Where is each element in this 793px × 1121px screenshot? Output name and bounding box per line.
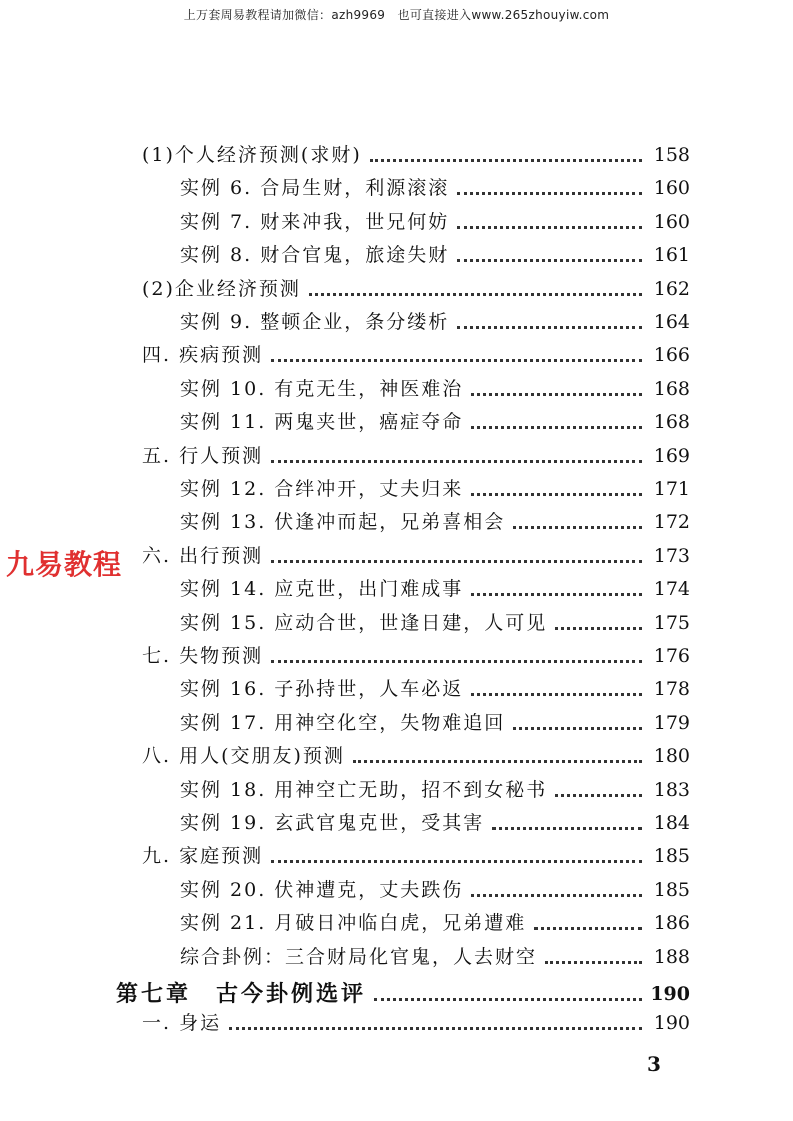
toc-entry-label: 实例 16. 子孙持世，人车必返 <box>180 678 464 701</box>
toc-entry <box>180 775 690 805</box>
toc-entry-page: 164 <box>653 311 690 333</box>
toc-entry <box>180 507 690 537</box>
toc-entry-label: 综合卦例：三合财局化官鬼，人去财空 <box>180 945 538 968</box>
toc-leader-dots <box>471 426 642 429</box>
toc-entry <box>142 140 690 170</box>
toc-entry-page: 188 <box>653 945 690 968</box>
toc-leader-dots <box>457 192 642 195</box>
page-number: 3 <box>647 1052 661 1076</box>
toc-leader-dots <box>374 998 642 1001</box>
toc-entry-page: 176 <box>653 645 690 667</box>
toc-entry-page: 186 <box>653 912 690 935</box>
toc-leader-dots <box>309 293 642 296</box>
toc-leader-dots <box>513 727 642 730</box>
toc-entry-label: 实例 7. 财来冲我，世兄何妨 <box>180 210 450 233</box>
toc-entry <box>180 207 690 237</box>
toc-entry-page: 173 <box>653 544 690 567</box>
toc-entry <box>142 274 690 304</box>
toc-entry <box>180 474 690 504</box>
toc-entry-page: 178 <box>653 678 690 701</box>
toc-entry-page: 180 <box>653 745 690 768</box>
toc-entry-label: 实例 17. 用神空化空，失物难追回 <box>180 711 506 734</box>
toc-entry <box>180 240 690 270</box>
toc-entry-page: 190 <box>650 983 690 1005</box>
toc-leader-dots <box>492 827 642 830</box>
toc-entry <box>142 541 690 571</box>
toc-leader-dots <box>471 493 642 496</box>
toc-entry-page: 168 <box>653 377 690 400</box>
toc-entry <box>180 942 690 972</box>
toc-entry-page: 168 <box>653 411 690 434</box>
toc-leader-dots <box>229 1027 642 1030</box>
toc-leader-dots <box>457 259 642 262</box>
toc-entry <box>142 841 690 871</box>
toc-entry <box>180 307 690 337</box>
toc-entry-label: 实例 14. 应克世，出门难成事 <box>180 578 464 601</box>
toc-leader-dots <box>271 660 642 663</box>
toc-entry-label: 五. 行人预测 <box>142 444 264 467</box>
toc-entry-page: 162 <box>653 277 690 300</box>
toc-leader-dots <box>457 226 642 229</box>
toc-entry-page: 169 <box>653 444 690 467</box>
toc-entry-label: 八. 用人(交朋友)预测 <box>142 745 345 768</box>
toc-entry-label: 一. 身运 <box>142 1012 222 1035</box>
toc-entry-label: (2)企业经济预测 <box>142 277 301 300</box>
toc-chapter-entry <box>116 979 690 1009</box>
toc-leader-dots <box>471 894 642 897</box>
toc-entry-label: 实例 9. 整顿企业，条分缕析 <box>180 311 450 333</box>
toc-leader-dots <box>370 159 642 162</box>
watermark-logo: 九易教程 <box>6 548 123 581</box>
toc-leader-dots <box>534 927 642 930</box>
toc-entry-page: 158 <box>653 144 690 166</box>
toc-entry-label: 实例 20. 伏神遭克，丈夫跌伤 <box>180 878 464 901</box>
toc-entry-label: 第七章 古今卦例选评 <box>116 981 367 1007</box>
toc-entry <box>142 441 690 471</box>
toc-entry <box>180 173 690 203</box>
toc-entry <box>180 908 690 938</box>
toc-leader-dots <box>555 627 642 630</box>
toc-entry-page: 160 <box>653 177 690 200</box>
toc-entry <box>180 407 690 437</box>
toc-entry <box>180 708 690 738</box>
toc-entry-label: 七. 失物预测 <box>142 645 264 667</box>
toc-entry-page: 160 <box>653 210 690 233</box>
toc-entry-label: 实例 6. 合局生财，利源滚滚 <box>180 177 450 200</box>
toc-leader-dots <box>271 460 642 463</box>
toc-leader-dots <box>471 693 642 696</box>
toc-entry-page: 161 <box>653 244 690 267</box>
toc-entry-page: 184 <box>653 812 690 834</box>
toc-entry <box>180 374 690 404</box>
toc-entry-label: 实例 13. 伏逢冲而起，兄弟喜相会 <box>180 511 506 534</box>
toc-entry <box>180 875 690 905</box>
toc-entry <box>142 1008 690 1038</box>
toc-leader-dots <box>271 359 642 362</box>
toc-entry-label: 实例 15. 应动合世，世逢日建，人可见 <box>180 611 548 634</box>
toc-entry <box>180 574 690 604</box>
toc-leader-dots <box>555 794 642 797</box>
toc-leader-dots <box>513 526 642 529</box>
toc-entry <box>180 608 690 638</box>
toc-leader-dots <box>271 560 642 563</box>
toc-leader-dots <box>545 961 642 964</box>
toc-entry-page: 174 <box>653 578 690 601</box>
toc-entry-label: 实例 21. 月破日冲临白虎，兄弟遭难 <box>180 912 527 935</box>
toc-entry-label: 实例 12. 合绊冲开，丈夫归来 <box>180 478 464 500</box>
toc-entry-page: 166 <box>653 344 690 367</box>
toc-entry-page: 185 <box>653 878 690 901</box>
toc-leader-dots <box>271 860 642 863</box>
toc-entry-label: (1)个人经济预测(求财) <box>142 144 362 166</box>
toc-entry-page: 171 <box>653 478 690 500</box>
toc-leader-dots <box>471 593 642 596</box>
toc-entry <box>180 674 690 704</box>
toc-entry-label: 四. 疾病预测 <box>142 344 264 367</box>
toc-entry-label: 实例 19. 玄武官鬼克世，受其害 <box>180 812 485 834</box>
toc-entry-label: 实例 18. 用神空亡无助，招不到女秘书 <box>180 778 548 801</box>
toc-entry <box>142 641 690 671</box>
toc-entry-page: 179 <box>653 711 690 734</box>
toc-entry-page: 172 <box>653 511 690 534</box>
toc-entry-page: 175 <box>653 611 690 634</box>
toc-entry-label: 实例 8. 财合官鬼，旅途失财 <box>180 244 450 267</box>
toc-entry <box>142 340 690 370</box>
toc-leader-dots <box>471 393 642 396</box>
toc-entry-label: 实例 10. 有克无生，神医难治 <box>180 377 464 400</box>
toc-leader-dots <box>457 326 642 329</box>
toc-entry-page: 183 <box>653 778 690 801</box>
toc-entry <box>142 741 690 771</box>
toc-entry-label: 实例 11. 两鬼夹世，癌症夺命 <box>180 411 464 434</box>
toc-entry-label: 六. 出行预测 <box>142 544 264 567</box>
toc-entry-page: 185 <box>653 845 690 868</box>
toc-entry-page: 190 <box>653 1012 690 1035</box>
top-banner: 上万套周易教程请加微信：azh9969 也可直接进入www.265zhouyiw.com <box>183 8 610 22</box>
toc-entry <box>180 808 690 838</box>
toc-entry-label: 九. 家庭预测 <box>142 845 264 868</box>
toc-leader-dots <box>353 760 642 763</box>
